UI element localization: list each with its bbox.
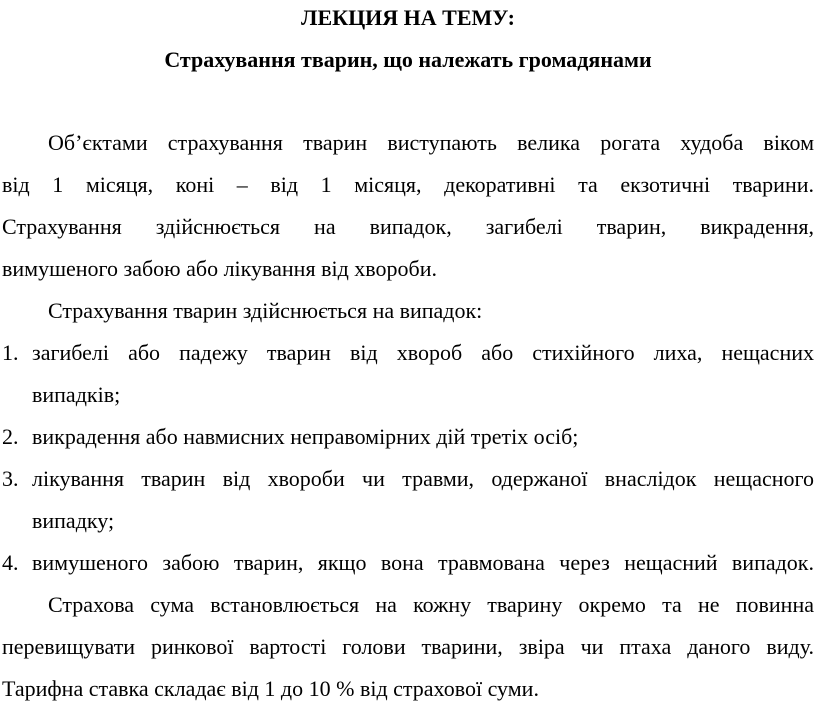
list-text: лікування тварин від хвороби чи травми, одержаної внаслідок нещасного: [32, 466, 814, 491]
list-number: 2.: [2, 424, 19, 449]
paragraph-line: вимушеного забою або лікування від хвороби.: [2, 256, 437, 281]
paragraph-line: Об’єктами страхування тварин виступають велика рогата худоба віком: [48, 130, 814, 155]
list-number: 3.: [2, 466, 19, 491]
list-intro: Страхування тварин здійснюється на випадок:: [48, 298, 483, 323]
list-number: 1.: [2, 340, 19, 365]
list-text: вимушеного забою тварин, якщо вона травмована через нещасний випадок.: [32, 550, 814, 575]
list-text-continued: випадку;: [32, 508, 115, 533]
paragraph-line: перевищувати ринкової вартості голови тварини, звіра чи птаха даного виду.: [2, 634, 814, 659]
lecture-subtitle: Страхування тварин, що належать громадянами: [164, 47, 652, 72]
paragraph-line: від 1 місяця, коні – від 1 місяця, декоративні та екзотичні тварини.: [2, 172, 814, 197]
paragraph-line: Страхова сума встановлюється на кожну тварину окремо та не повинна: [48, 592, 814, 617]
lecture-heading: ЛЕКЦИЯ НА ТЕМУ:: [301, 5, 515, 30]
list-number: 4.: [2, 550, 19, 575]
paragraph-line: Тарифна ставка складає від 1 до 10 % від страхової суми.: [2, 676, 539, 701]
list-text-continued: випадків;: [32, 382, 121, 407]
list-text: загибелі або падежу тварин від хвороб або стихійного лиха, нещасних: [32, 340, 814, 365]
paragraph-line: Страхування здійснюється на випадок, загибелі тварин, викрадення,: [2, 214, 814, 239]
list-text: викрадення або навмисних неправомірних дій третіх осіб;: [32, 424, 579, 449]
